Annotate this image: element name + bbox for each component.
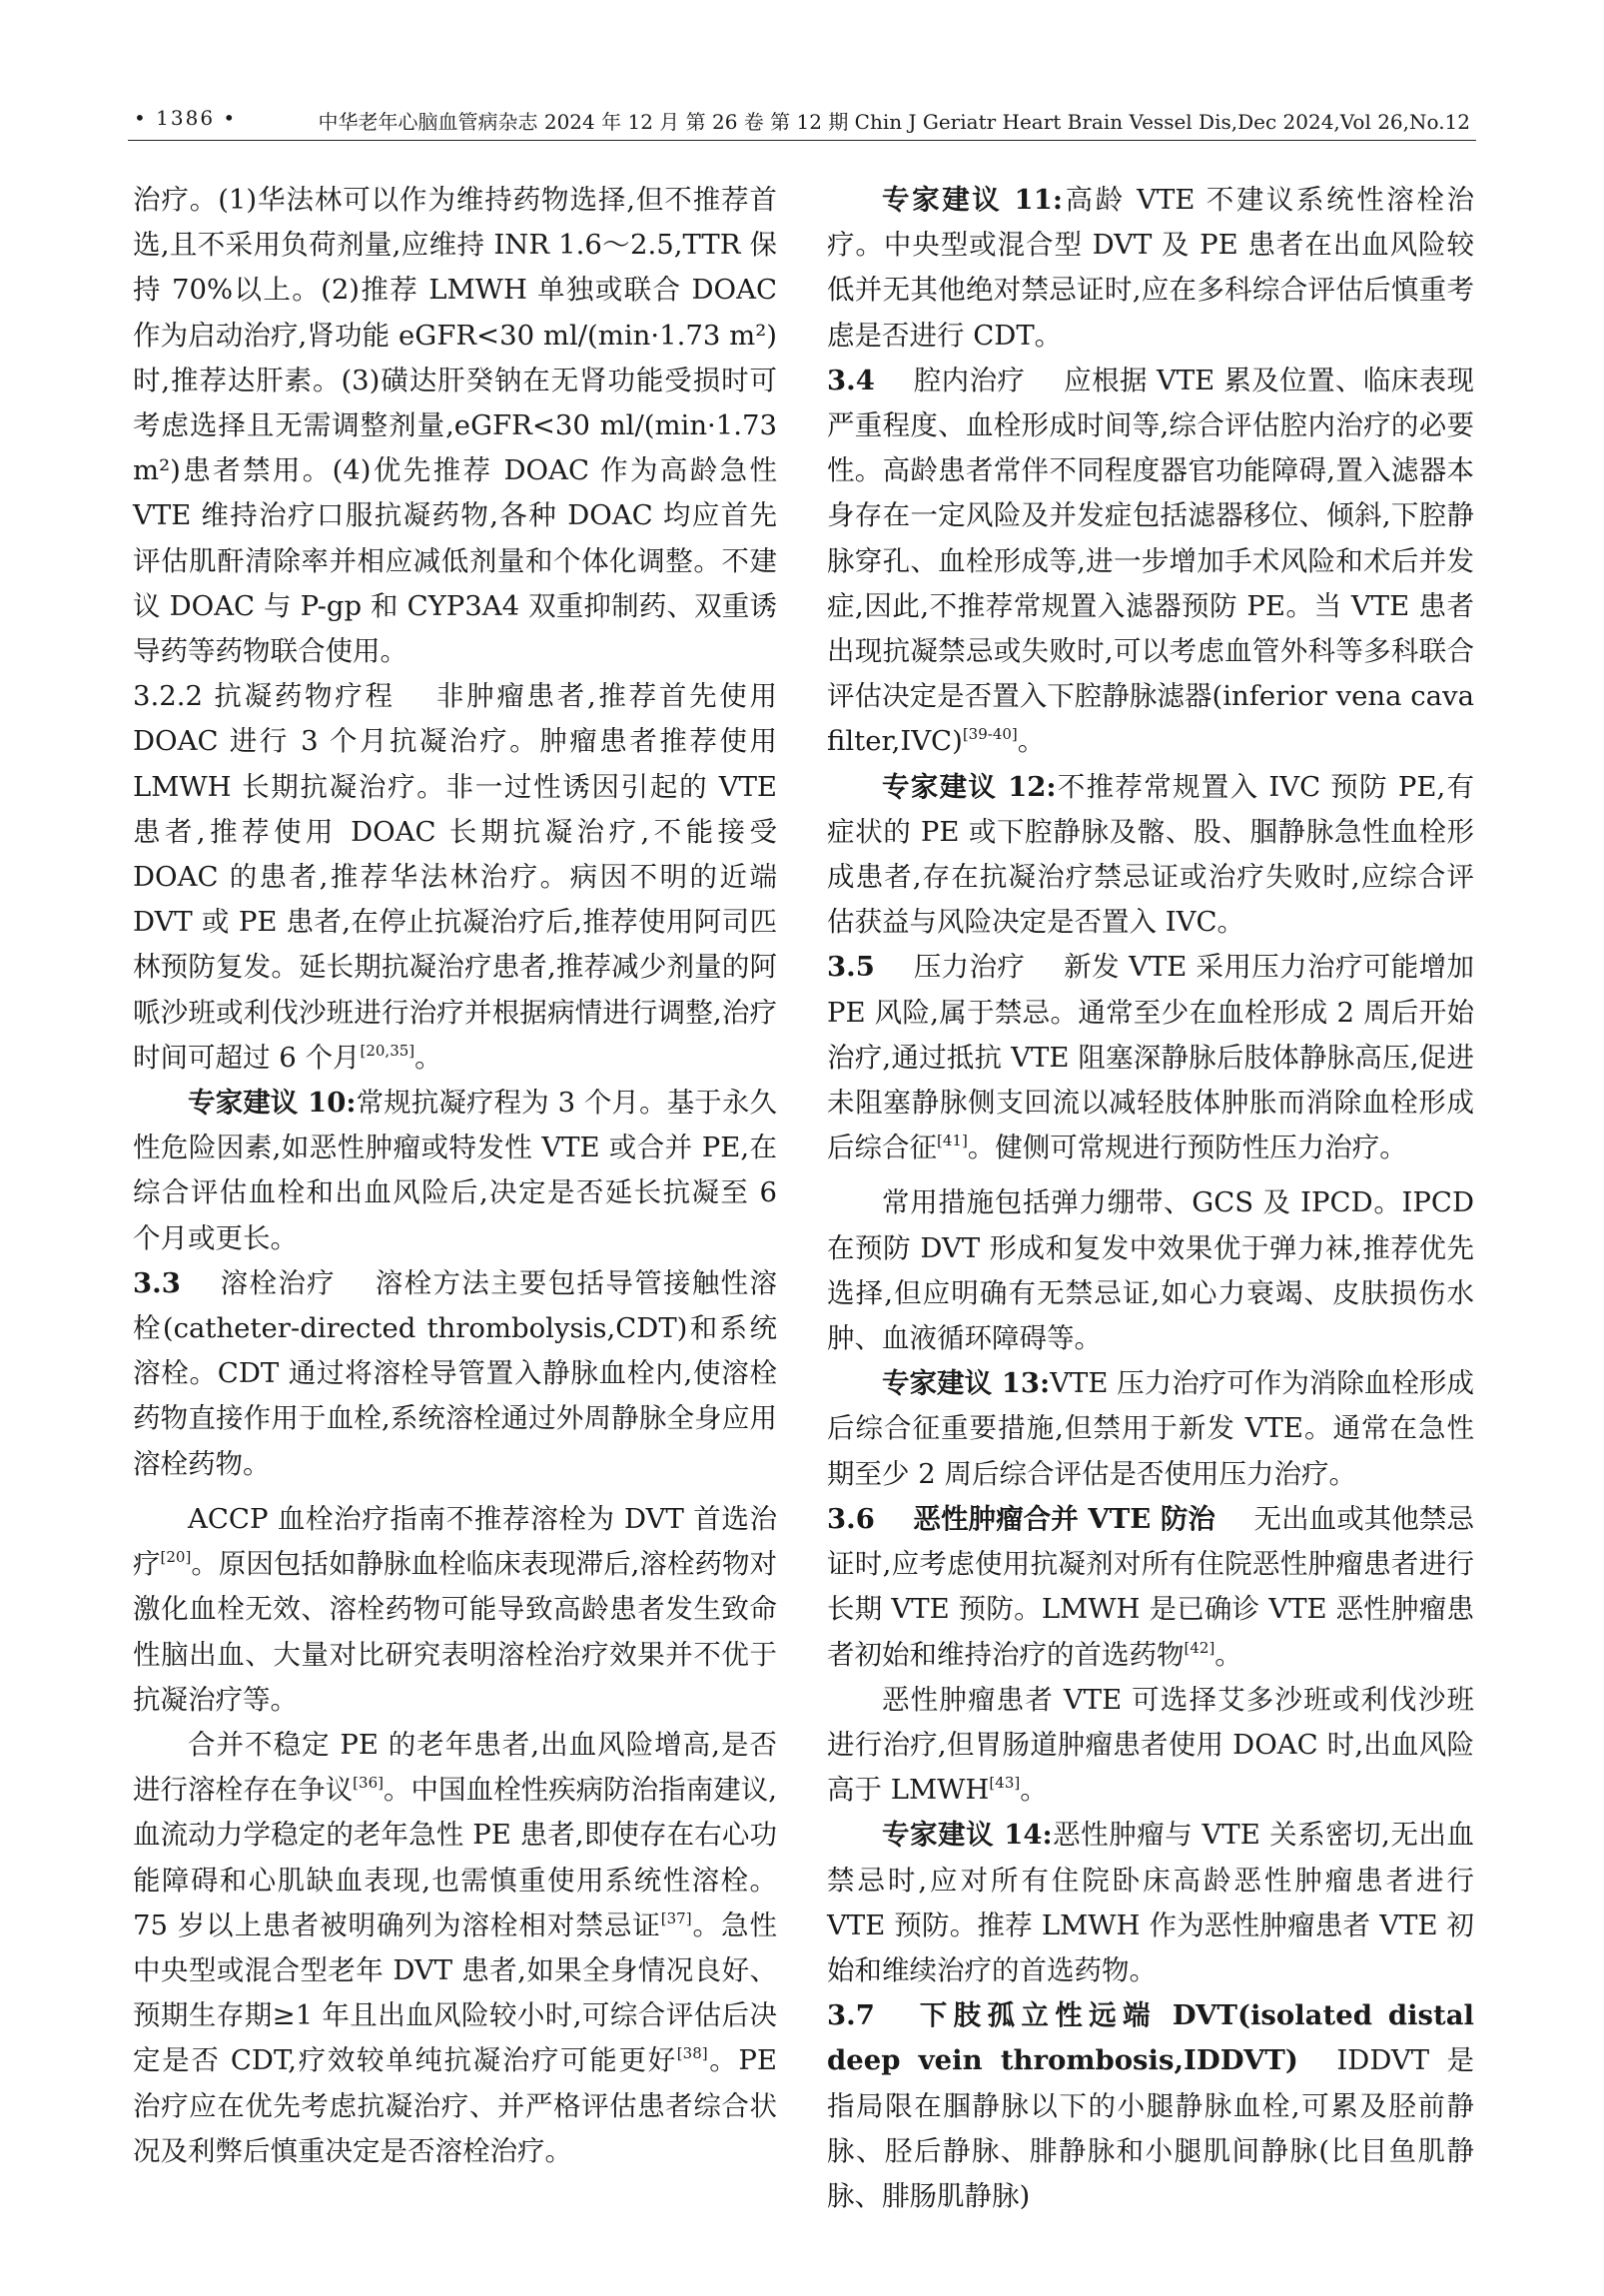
recommendation-label: 专家建议 12: [882,770,1057,803]
section-heading: 下肢孤立性远端 DVT(isolated distal deep vein thrombosis,IDDVT) [827,1999,1474,2077]
expert-recommendation-11: 专家建议 11:高龄 VTE 不建议系统性溶栓治疗。中央型或混合型 DVT 及 PE 患者在出血风险较低并无其他绝对禁忌证时,应在多科综合评估后慎重考虑是否进行 CDT。 [827,184,1474,352]
journal-citation: 中华老年心脑血管病杂志 2024 年 12 月 第 26 卷 第 12 期 Chin J Geriatr Heart Brain Vessel Dis,Dec 2024,Vol 26,No.12 [318,110,1470,134]
recommendation-label: 专家建议 10: [188,1087,357,1120]
recommendation-label: 专家建议 14: [882,1819,1053,1852]
recommendation-label: 专家建议 13: [882,1367,1051,1400]
citation: [39-40] [962,725,1018,744]
recommendation-label: 专家建议 11: [882,184,1063,216]
section-heading: 3.2.2 抗凝药物疗程 [133,680,396,713]
expert-recommendation-13: 专家建议 13:VTE 压力治疗可作为消除血栓形成后综合征重要措施,但禁用于新发 VTE。通常在急性期至少 2 周后综合评估是否使用压力治疗。 [827,1367,1474,1490]
section-3-4: 3.4 腔内治疗 应根据 VTE 累及位置、临床表现严重程度、血栓形成时间等,综合评估腔内治疗的必要性。高龄患者常伴不同程度器官功能障碍,置入滤器本身存在一定风险及并发症包括滤器移位、倾斜,下腔静脉穿孔、血栓形成等,进一步增加手术风险和术后并发症,因此,不推荐常规置入滤器预防 PE。当 VTE 患者出现抗凝禁忌或失败时,可以考虑血管外科等多科联合评估决定是否置入下腔静脉滤器(inferior vena cava filter,IVC)[39-40]。 [827,364,1475,758]
citation: [38] [676,2044,708,2063]
section-3-3: 3.3 溶栓治疗 溶栓方法主要包括导管接触性溶栓(catheter-directed thrombolysis,CDT)和系统溶栓。CDT 通过将溶栓导管置入静脉血栓内,使溶栓药物直接作用于血栓,系统溶栓通过外周静脉全身应用溶栓药物。 [133,1266,778,1480]
right-column [827,178,1474,2219]
section-heading: 压力治疗 [913,951,1026,984]
section-3-7: 3.7 下肢孤立性远端 DVT(isolated distal deep vein thrombosis,IDDVT) IDDVT 是指局限在腘静脉以下的小腿静脉血栓,可累及胫前静脉、胫后静脉、腓静脉和小腿肌间静脉(比目鱼肌静脉、腓肠肌静脉) [827,1999,1474,2212]
citation: [43] [989,1774,1021,1793]
section-3-5: 3.5 压力治疗 新发 VTE 采用压力治疗可能增加 PE 风险,属于禁忌。通常至少在血栓形成 2 周后开始治疗,通过抵抗 VTE 阻塞深静脉后肢体静脉高压,促进未阻塞静脉侧支回流以减轻肢体肿胀而消除血栓形成后综合征[41]。健侧可常规进行预防性压力治疗。 [827,951,1475,1164]
paragraph-accp: ACCP 血栓治疗指南不推荐溶栓为 DVT 首选治疗[20]。原因包括如静脉血栓临床表现滞后,溶栓药物对激化血栓无效、溶栓药物可能导致高龄患者发生致命性脑出血、大量对比研究表明溶栓治疗效果并不优于抗凝治疗等。 [133,1502,778,1716]
section-3-2-2: 3.2.2 抗凝药物疗程 非肿瘤患者,推荐首先使用 DOAC 进行 3 个月抗凝治疗。肿瘤患者推荐使用 LMWH 长期抗凝治疗。非一过性诱因引起的 VTE 患者,推荐使用 DOAC 长期抗凝治疗,不能接受 DOAC 的患者,推荐华法林治疗。病因不明的近端 DVT 或 PE 患者,在停止抗凝治疗后,推荐使用阿司匹林预防复发。延长期抗凝治疗患者,推荐减少剂量的阿哌沙班或利伐沙班进行治疗并根据病情进行调整,治疗时间可超过 6 个月[20,35]。 [133,680,777,1074]
expert-recommendation-10: 专家建议 10:常规抗凝疗程为 3 个月。基于永久性危险因素,如恶性肿瘤或特发性 VTE 或合并 PE,在综合评估血栓和出血风险后,决定是否延长抗凝至 6 个月或更长。 [133,1087,777,1254]
citation: [20] [160,1548,192,1567]
paragraph-maintenance: 治疗。(1)华法林可以作为维持药物选择,但不推荐首选,且不采用负荷剂量,应维持 INR 1.6～2.5,TTR 保持 70%以上。(2)推荐 LMWH 单独或联合 DOAC 作为启动治疗,肾功能 eGFR<30 ml/(min·1.73 m²)时,推荐达肝素。(3)磺达肝癸钠在无肾功能受损时可考虑选择且无需调整剂量,eGFR<30 ml/(min·1.73 m²)患者禁用。(4)优先推荐 DOAC 作为高龄急性 VTE 维持治疗口服抗凝药物,各种 DOAC 均应首先评估肌酐清除率并相应减低剂量和个体化调整。不建议 DOAC 与 P-gp 和 CYP3A4 双重抑制药、双重诱导药等药物联合使用。 [133,184,777,668]
citation: [42] [1184,1638,1215,1657]
section-heading: 溶栓治疗 [219,1266,336,1299]
page-number: • 1386 • [134,106,238,130]
citation: [36] [353,1774,384,1793]
section-number: 3.7 [827,1999,875,2032]
paragraph-measures: 常用措施包括弹力绷带、GCS 及 IPCD。IPCD 在预防 DVT 形成和复发中效果优于弹力袜,推荐优先选择,但应明确有无禁忌证,如心力衰竭、皮肤损伤水肿、血液循环障碍等。 [827,1186,1474,1355]
section-heading: 恶性肿瘤合并 VTE 防治 [913,1502,1215,1535]
expert-recommendation-14: 专家建议 14:恶性肿瘤与 VTE 关系密切,无出血禁忌时,应对所有住院卧床高龄恶性肿瘤患者进行 VTE 预防。推荐 LMWH 作为恶性肿瘤患者 VTE 初始和维续治疗的首选药物。 [827,1819,1474,1986]
section-3-6: 3.6 恶性肿瘤合并 VTE 防治 无出血或其他禁忌证时,应考虑使用抗凝剂对所有住院恶性肿瘤患者进行长期 VTE 预防。LMWH 是已确诊 VTE 恶性肿瘤患者初始和维持治疗的首选药物[42]。 [827,1502,1474,1671]
section-number: 3.4 [827,364,875,396]
running-header [128,100,1476,141]
citation: [37] [660,1909,692,1927]
paragraph-unstable-pe: 合并不稳定 PE 的老年患者,出血风险增高,是否进行溶栓存在争议[36]。中国血栓性疾病防治指南建议,血流动力学稳定的老年急性 PE 患者,即使存在右心功能障碍和心肌缺血表现,也需慎重使用系统性溶栓。75 岁以上患者被明确列为溶栓相对禁忌证[37]。急性中央型或混合型老年 DVT 患者,如果全身情况良好、预期生存期≥1 年且出血风险较小时,可综合评估后决定是否 CDT,疗效较单纯抗凝治疗可能更好[38]。PE 治疗应在优先考虑抗凝治疗、并严格评估患者综合状况及利弊后慎重决定是否溶栓治疗。 [133,1728,778,2167]
expert-recommendation-12: 专家建议 12:不推荐常规置入 IVC 预防 PE,有症状的 PE 或下腔静脉及髂、股、腘静脉急性血栓形成患者,存在抗凝治疗禁忌证或治疗失败时,应综合评估获益与风险决定是否置入 IVC。 [827,770,1474,939]
section-number: 3.3 [133,1266,181,1299]
left-column [133,178,777,2174]
citation: [41] [937,1132,968,1150]
section-number: 3.5 [827,951,875,984]
section-heading: 腔内治疗 [913,364,1026,396]
section-number: 3.6 [827,1502,875,1535]
paragraph-tumor-vte: 恶性肿瘤患者 VTE 可选择艾多沙班或利伐沙班进行治疗,但胃肠道肿瘤患者使用 DOAC 时,出血风险高于 LMWH[43]。 [827,1683,1474,1807]
citation: [20,35] [360,1041,415,1060]
